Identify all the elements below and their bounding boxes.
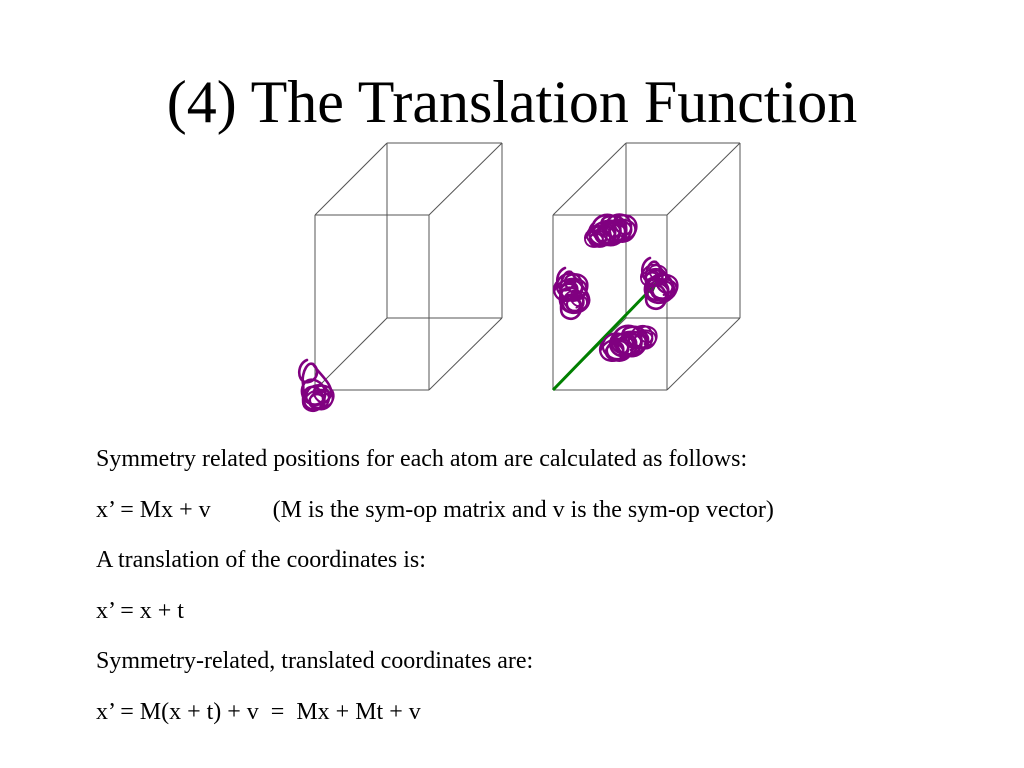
symmetry-molecule-right xyxy=(641,258,678,309)
slide-title: (4) The Translation Function xyxy=(166,69,858,135)
body-text xyxy=(96,444,996,747)
symmetry-molecule-left xyxy=(554,268,589,319)
equation-symmetry-note: (M is the sym-op matrix and v is the sym-op vector) xyxy=(272,496,774,523)
equation-combined: x’ = M(x + t) + v = Mx + Mt + v xyxy=(96,698,421,725)
text-line-5: Symmetry-related, translated coordinates are: xyxy=(96,648,534,674)
empty-unit-cell xyxy=(315,143,502,390)
molecule-at-origin xyxy=(299,360,333,411)
text-line-3: A translation of the coordinates is: xyxy=(96,547,426,573)
symmetry-molecule-top xyxy=(585,214,637,247)
equation-symmetry xyxy=(96,495,996,525)
equation-symmetry-formula: x’ = Mx + v xyxy=(96,496,211,523)
equation-translation: x’ = x + t xyxy=(96,597,184,624)
text-line-1: Symmetry related positions for each atom are calculated as follows: xyxy=(96,446,748,472)
